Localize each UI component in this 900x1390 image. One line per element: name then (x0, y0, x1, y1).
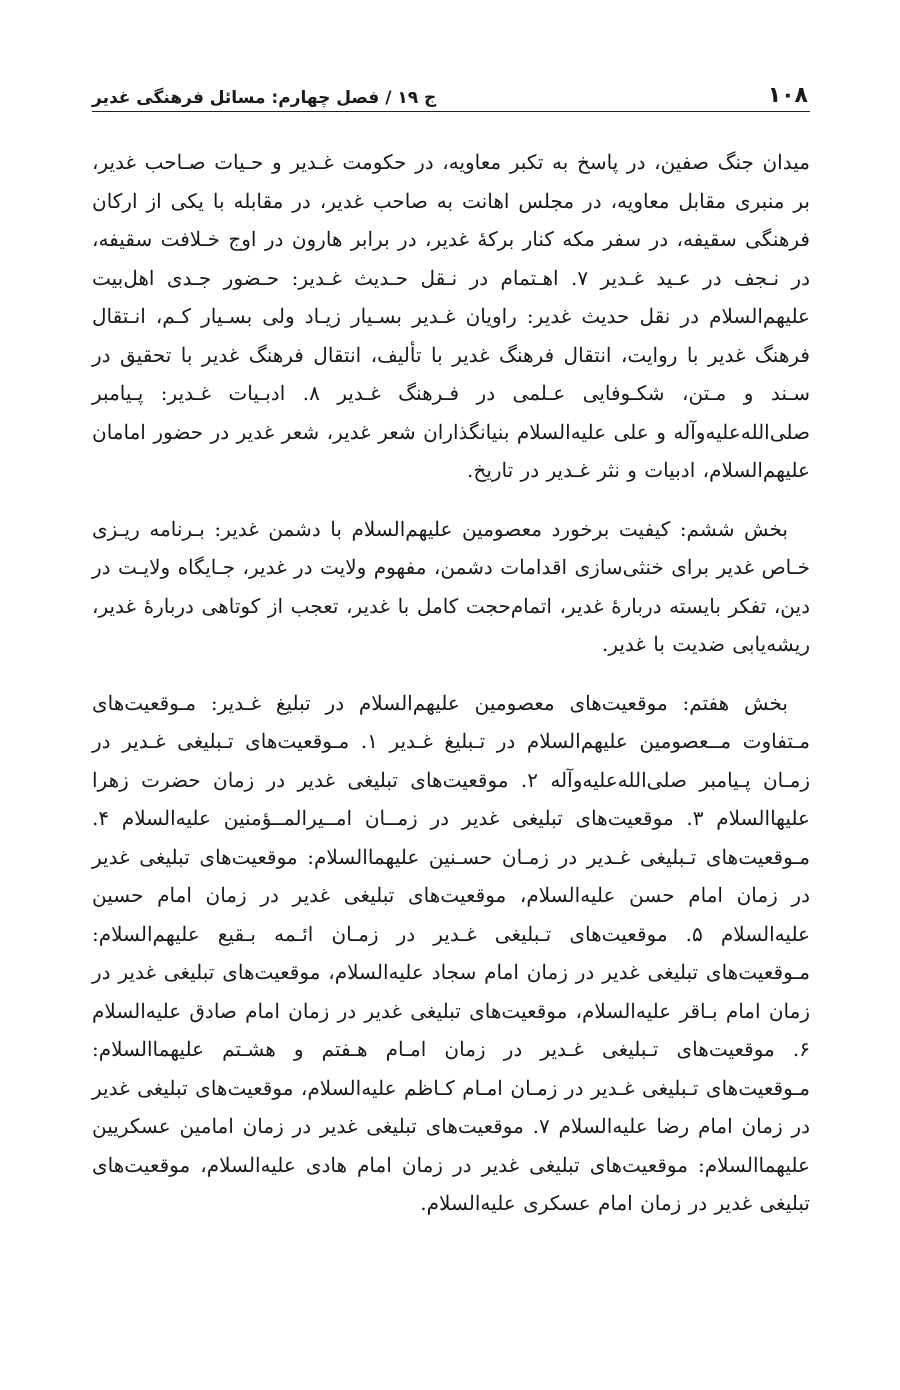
book-page (92, 0, 810, 1390)
running-header (92, 68, 810, 112)
paragraph-part-seven: بخش هفتم: موقعیت‌های معصومین علیهم‌السلام در تبلیغ غـدیر: مـوقعیت‌های مـتفاوت مــعصومین علیهم‌السلام در تـبلیغ غـدیر ۱. مـوقعیت‌های تـبلیغی غـدیر در زمـان پـیامبر صلی‌الله‌علیه‌وآله ۲. موقعیت‌های تبلیغی غدیر در زمان حضرت زهرا علیهاالسلام ۳. موقعیت‌های تبلیغی غدیر در زمــان امــیرالمــؤمنین علیه‌السلام ۴. مـوقعیت‌های تـبلیغی غـدیر در زمـان حسـنین علیهماالسلام: موقعیت‌های تبلیغی غدیر در زمان امام حسن علیه‌السلام، موقعیت‌های تبلیغی غدیر در زمان امام حسین علیه‌السلام ۵. موقعیت‌های تـبلیغی غـدیر در زمـان ائـمه بـقیع علیهم‌السلام: مـوقعیت‌های تبلیغی غدیر در زمان امام سجاد علیه‌السلام، موقعیت‌های تبلیغی غدیر در زمان امام بـاقر علیه‌السلام، موقعیت‌های تبلیغی غدیر در زمان امام صادق علیه‌السلام ۶. موقعیت‌های تـبلیغی غـدیر در زمان امـام هـفتم و هشـتم علیهماالسلام: مـوقعیت‌های تـبلیغی غـدیر در زمـان امـام کـاظم علیه‌السلام، موقعیت‌های تبلیغی غدیر در زمان امام رضا علیه‌السلام ۷. موقعیت‌های تبلیغی غدیر در زمان امامین عسکریین علیهماالسلام: موقعیت‌های تبلیغی غدیر در زمان امام هادی علیه‌السلام، موقعیت‌های تبلیغی غدیر در زمان امام عسکری علیه‌السلام. (92, 690, 811, 1215)
paragraph-part-six: بخش ششم: کیفیت برخورد معصومین علیهم‌السلام با دشمن غدیر: بـرنامه ریـزی خـاص غدیر برای خنثی‌سازی اقدامات دشمن، مفهوم ولایت در غدیر، جـایگاه ولایـت در دین، تفکر بایسته دربارهٔ غدیر، اتمام‌حجت کامل با غدیر، تعجب از کوتاهی دربارهٔ غدیر، ریشه‌یابی ضدیت با غدیر. (92, 516, 810, 656)
paragraph-continuation: میدان جنگ صفین، در پاسخ به تکبر معاویه، در حکومت غـدیر و حـیات صـاحب غدیر، بر منبری مقابل معاویه، در مجلس اهانت به صاحب غدیر، در مقابله با یکی از ارکان فرهنگی سقیفه، در سفر مکه کنار برکهٔ غدیر، در برابر هارون در اوج خـلافت سقیفه، در نـجف در عـید غـدیر ۷. اهـتمام در نـقل حـدیث غـدیر: حـضور جـدی اهل‌بیت علیهم‌السلام در نقل حدیث غدیر: راویان غـدیر بسـیار زیـاد ولی بسـیار کـم، انـتقال فرهنگ غدیر با روایت، انتقال فرهنگ غدیر با تألیف، انتقال فرهنگ غدیر با تحقیق در سـند و مـتن، شکـوفایی عـلمی در فـرهنگ غـدیر ۸. ادبـیات غـدیر: پـیامبر صلی‌الله‌علیه‌وآله و علی علیه‌السلام بنیانگذاران شعر غدیر، شعر غدیر در حضور امامان علیهم‌السلام، ادبیات و نثر غـدیر در تاریخ. (92, 150, 810, 482)
page-number: ۱۰۸ (767, 83, 808, 108)
body-text (92, 143, 810, 1223)
running-title: ج ۱۹ / فصل چهارم: مسائل فرهنگی غدیر (92, 88, 437, 108)
